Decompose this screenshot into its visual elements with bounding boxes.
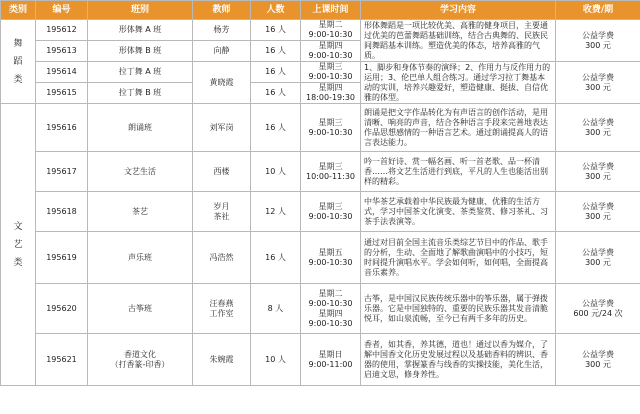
table-row <box>1 284 640 334</box>
class-name: 形体舞 B 班 <box>88 41 193 62</box>
table-row <box>1 152 640 192</box>
teacher-name: 冯浩然 <box>193 232 251 284</box>
class-time: 星期四 9:00-10:30 <box>301 41 361 62</box>
category-cell-dance: 舞 蹈 类 <box>1 20 36 104</box>
class-name: 茶艺 <box>88 192 193 232</box>
header-category: 类别 <box>1 1 36 20</box>
table-row <box>1 104 640 152</box>
course-fee: 公益学费 300 元 <box>556 152 640 192</box>
class-name: 朗诵班 <box>88 104 193 152</box>
class-time: 星期三 9:00-10:30 <box>301 104 361 152</box>
class-time: 星期二 9:00-10:30 <box>301 20 361 41</box>
student-count: 16 人 <box>251 83 301 104</box>
course-fee: 公益学费 600 元/24 次 <box>556 284 640 334</box>
course-content: 古筝，是中国汉民族传统乐器中的筝乐器，属于弹拨乐器。它是中国独特的、重要的民族乐器其发音清脆悦耳，如山泉流畅，至今已有两千多年的历史。 <box>361 284 556 334</box>
class-name: 声乐班 <box>88 232 193 284</box>
course-fee: 公益学费 300 元 <box>556 20 640 62</box>
course-fee: 公益学费 300 元 <box>556 232 640 284</box>
class-name: 拉丁舞 B 班 <box>88 83 193 104</box>
course-fee: 公益学费 300 元 <box>556 104 640 152</box>
course-content: 吟一首好诗、赏一幅名画、听一首老歌、品一杯清香……将文艺生活进行到底，平凡的人生也能活出别样的精彩。 <box>361 152 556 192</box>
course-fee: 公益学费 300 元 <box>556 334 640 386</box>
teacher-name: 朱婉霞 <box>193 334 251 386</box>
class-name: 古筝班 <box>88 284 193 334</box>
teacher-name: 刘军岗 <box>193 104 251 152</box>
teacher-name: 黄晓霞 <box>193 62 251 104</box>
table-row <box>1 334 640 386</box>
teacher-name: 汪春燕 工作室 <box>193 284 251 334</box>
course-code: 195614 <box>36 62 88 83</box>
class-time: 星期三 10:00-11:30 <box>301 152 361 192</box>
header-teacher: 教师 <box>193 1 251 20</box>
course-content: 形体舞蹈是一项比较优美、高雅的健身项目，主要通过优美的芭蕾舞蹈基础训练，结合古典舞的、民族民间舞蹈基本训练。塑造优美的体态，培养高雅的气质。 <box>361 20 556 62</box>
student-count: 16 人 <box>251 41 301 62</box>
table-row <box>1 192 640 232</box>
course-code: 195617 <box>36 152 88 192</box>
class-name: 文艺生活 <box>88 152 193 192</box>
course-content: 通过对目前全国主流音乐类综艺节目中的作品、歌手的分析，生动、全面地了解歌曲演唱中的小技巧，短时间提升演唱水平。学会如何听，如何唱，全面提高音乐素养。 <box>361 232 556 284</box>
table-row <box>1 62 640 83</box>
teacher-name: 杨芳 <box>193 20 251 41</box>
class-time: 星期三 9:00-10:30 <box>301 192 361 232</box>
teacher-name: 西楼 <box>193 152 251 192</box>
teacher-name: 向静 <box>193 41 251 62</box>
student-count: 16 人 <box>251 104 301 152</box>
course-code: 195613 <box>36 41 88 62</box>
table-row <box>1 20 640 41</box>
class-name: 香道文化 （打香篆-印香） <box>88 334 193 386</box>
class-time: 星期四 18:00-19:30 <box>301 83 361 104</box>
header-class-name: 班别 <box>88 1 193 20</box>
header-code: 编号 <box>36 1 88 20</box>
course-code: 195620 <box>36 284 88 334</box>
class-time: 星期二 9:00-10:30 星期四 9:00-10:30 <box>301 284 361 334</box>
course-content: 朗诵是把文字作品转化为有声语言的创作活动，是用清晰、响亮的声音，结合各种语言手段来完善地表达作品思想感情的一种语言艺术。通过朗诵提高人的语言表达能力。 <box>361 104 556 152</box>
student-count: 8 人 <box>251 284 301 334</box>
course-code: 195619 <box>36 232 88 284</box>
header-fee: 收费/期 <box>556 1 640 20</box>
category-cell-arts: 文 艺 类 <box>1 104 36 386</box>
course-content: 中华茶艺承载着中华民族最为健康、优雅的生活方式，学习中国茶文化演变、茶类鉴赏、修习茶礼、习茶手法表演等。 <box>361 192 556 232</box>
header-content: 学习内容 <box>361 1 556 20</box>
class-name: 拉丁舞 A 班 <box>88 62 193 83</box>
course-code: 195621 <box>36 334 88 386</box>
table-row <box>1 232 640 284</box>
header-count: 人数 <box>251 1 301 20</box>
class-time: 星期五 9:00-10:30 <box>301 232 361 284</box>
course-fee: 公益学费 300 元 <box>556 62 640 104</box>
student-count: 16 人 <box>251 232 301 284</box>
course-code: 195616 <box>36 104 88 152</box>
student-count: 10 人 <box>251 152 301 192</box>
course-content: 1、脚步和身体节奏的演绎；2、作用力与反作用力的运用；3、伦巴单人组合练习。通过学习拉丁舞基本动的实训，培养兴趣爱好，塑造健康、挺拔、自信优雅的体型。 <box>361 62 556 104</box>
header-time: 上课时间 <box>301 1 361 20</box>
course-code: 195618 <box>36 192 88 232</box>
student-count: 16 人 <box>251 62 301 83</box>
course-code: 195612 <box>36 20 88 41</box>
class-time: 星期日 9:00-11:00 <box>301 334 361 386</box>
course-content: 香者，如其香，养其德，道也！通过以香为媒介，了解中国香文化历史发展过程以及基础香料的辨识、香器的使用，掌握篆香与线香的实操技能，美化生活，启迪文思，修身养性。 <box>361 334 556 386</box>
course-code: 195615 <box>36 83 88 104</box>
student-count: 10 人 <box>251 334 301 386</box>
class-time: 星期三 9:00-10:30 <box>301 62 361 83</box>
student-count: 16 人 <box>251 20 301 41</box>
student-count: 12 人 <box>251 192 301 232</box>
class-name: 形体舞 A 班 <box>88 20 193 41</box>
header-row <box>1 1 640 20</box>
course-fee: 公益学费 300 元 <box>556 192 640 232</box>
teacher-name: 岁月 茶社 <box>193 192 251 232</box>
